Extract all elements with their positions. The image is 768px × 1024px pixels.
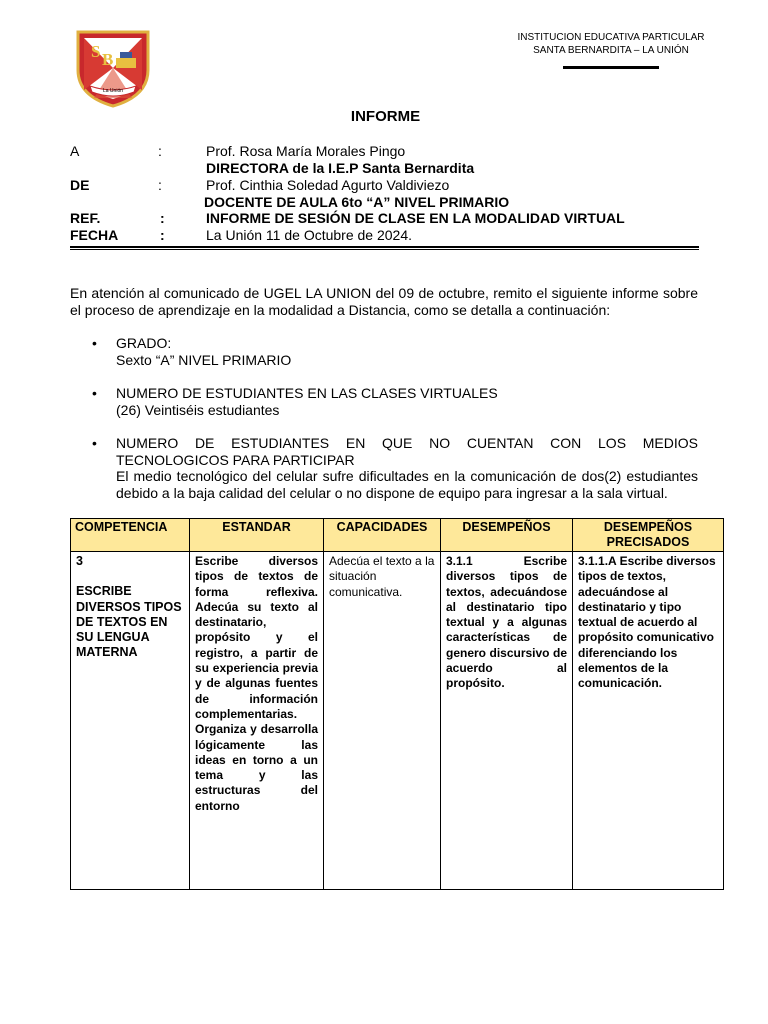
cell-estandar: Escribe diversos tipos de textos de forma reflexiva. Adecúa su texto al destinatario, propósito y el registro, a partir de su experiencia previa y de algunas fuentes de información complementarias. Organiza y desarrolla lógicamente las ideas en torno a un tema y las estructuras del entorno xyxy=(190,552,324,890)
svg-text:La Unión: La Unión xyxy=(102,88,124,94)
num-students-title: NUMERO DE ESTUDIANTES EN LAS CLASES VIRTUALES xyxy=(116,385,498,401)
ref-value: INFORME DE SESIÓN DE CLASE EN LA MODALIDAD VIRTUAL xyxy=(206,210,625,226)
ref-colon: : xyxy=(160,210,165,226)
svg-text:B: B xyxy=(102,50,114,69)
svg-text:S: S xyxy=(91,42,101,61)
no-means-item xyxy=(116,435,698,501)
competencia-number: 3 xyxy=(76,554,83,568)
header-divider-thin xyxy=(70,249,699,250)
school-crest-logo xyxy=(72,24,154,108)
to-colon: : xyxy=(158,143,162,159)
header-underline xyxy=(563,66,659,69)
table-header-row xyxy=(71,519,724,552)
grado-item xyxy=(116,335,698,368)
cell-desempenos-precisados: 3.1.1.A Escribe diversos tipos de textos, adecuándose al destinatario y tipo textual de acuerdo al propósito comunicativo diferenciando los elementos de la comunicación. xyxy=(573,552,724,890)
bullet-dot: • xyxy=(92,385,97,401)
header-divider xyxy=(70,246,699,248)
competencies-table xyxy=(70,518,724,890)
document-title: INFORME xyxy=(350,108,421,125)
cell-competencia xyxy=(71,552,190,890)
header-desempenos: DESEMPEÑOS xyxy=(441,519,573,552)
bullet-dot: • xyxy=(92,435,97,451)
date-label: FECHA xyxy=(70,227,119,243)
from-colon: : xyxy=(158,177,162,193)
date-value: La Unión 11 de Octubre de 2024. xyxy=(206,227,413,243)
from-role: DOCENTE DE AULA 6to “A” NIVEL PRIMARIO xyxy=(204,194,510,210)
grado-title: GRADO: xyxy=(116,335,172,351)
no-means-title: NUMERO DE ESTUDIANTES EN QUE NO CUENTAN CON LOS MEDIOS TECNOLOGICOS PARA PARTICIPAR xyxy=(116,435,698,468)
to-role: DIRECTORA de la I.E.P Santa Bernardita xyxy=(206,160,475,176)
from-value: Prof. Cinthia Soledad Agurto Valdiviezo xyxy=(206,177,450,193)
institution-location: SANTA BERNARDITA – LA UNIÓN xyxy=(533,45,689,56)
header-capacidades: CAPACIDADES xyxy=(324,519,441,552)
grado-value: Sexto “A” NIVEL PRIMARIO xyxy=(116,351,292,368)
from-label: DE xyxy=(70,177,90,193)
to-value: Prof. Rosa María Morales Pingo xyxy=(206,143,406,159)
num-students-item xyxy=(116,385,698,418)
cell-desempenos: 3.1.1 Escribe diversos tipos de textos, adecuándose al destinatario tipo textual y a algunas características de genero discursivo de acuerdo al propósito. xyxy=(441,552,573,890)
bullet-dot: • xyxy=(92,335,97,351)
institution-header xyxy=(500,31,722,57)
table-row xyxy=(71,552,724,890)
cell-capacidades: Adecúa el texto a la situación comunicativa. xyxy=(324,552,441,890)
header-competencia: COMPETENCIA xyxy=(71,519,190,552)
institution-name: INSTITUCION EDUCATIVA PARTICULAR xyxy=(517,32,705,43)
ref-label: REF. xyxy=(70,210,101,226)
intro-paragraph: En atención al comunicado de UGEL LA UNION del 09 de octubre, remito el siguiente informe sobre el proceso de aprendizaje en la modalidad a Distancia, como se detalla a continuación: xyxy=(70,285,698,318)
memo-header xyxy=(0,143,768,243)
date-colon: : xyxy=(160,227,165,243)
header-desempenos-precisados: DESEMPEÑOS PRECISADOS xyxy=(573,519,724,552)
no-means-value: El medio tecnológico del celular sufre dificultades en la comunicación de dos(2) estudiantes debido a la baja calidad del celular o no dispone de equipo para ingresar a la sala virtual. xyxy=(116,468,698,501)
header-estandar: ESTANDAR xyxy=(190,519,324,552)
num-students-value: (26) Veintiséis estudiantes xyxy=(116,401,280,418)
to-label: A xyxy=(70,143,80,159)
competencia-text: ESCRIBE DIVERSOS TIPOS DE TEXTOS EN SU LENGUA MATERNA xyxy=(76,584,182,660)
